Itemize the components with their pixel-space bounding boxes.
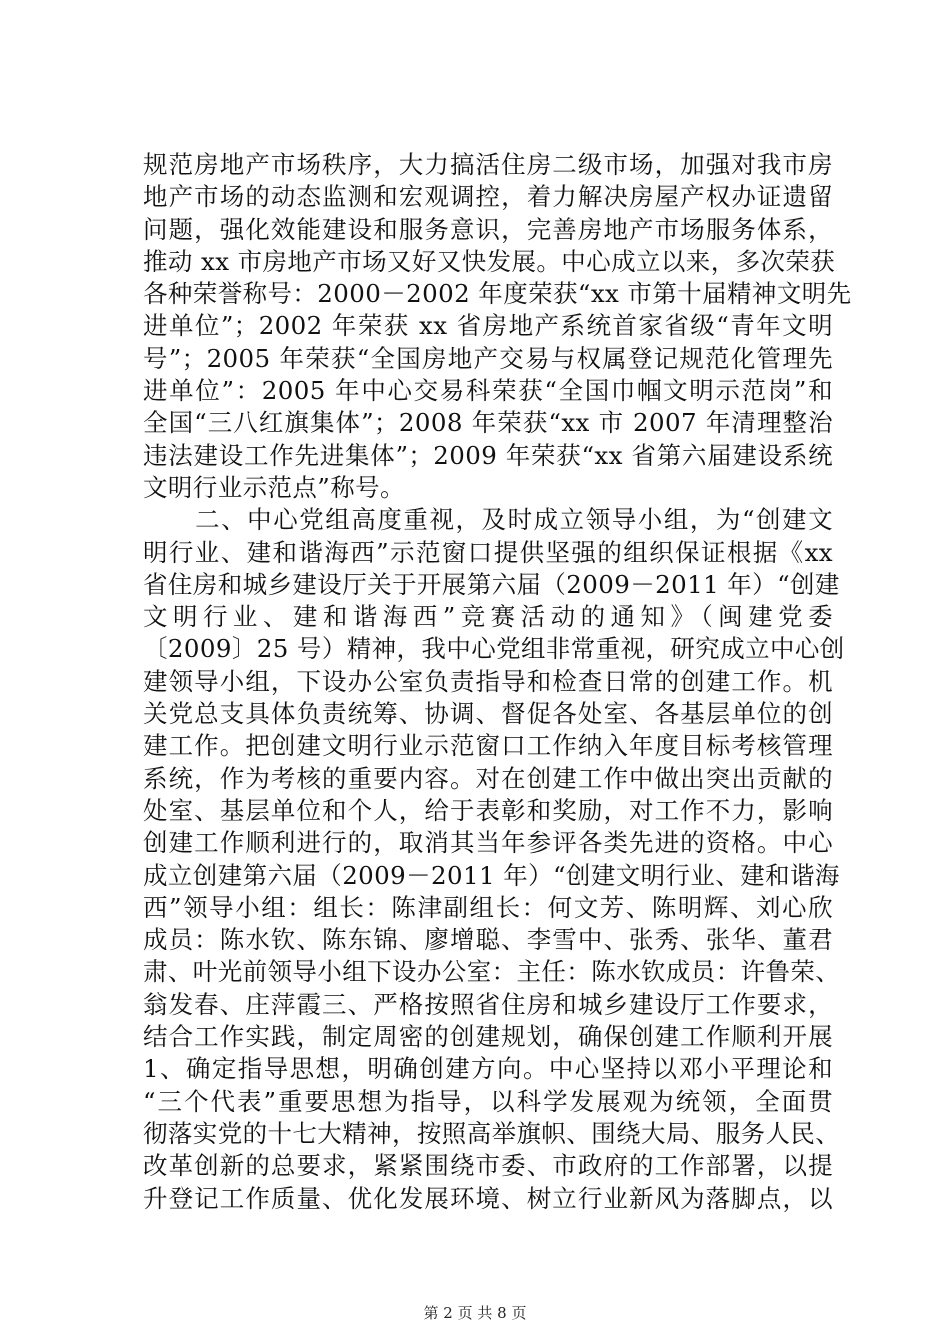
body-text [143,149,852,1215]
text-line: 肃、叶光前领导小组下设办公室：主任：陈水钦成员：许鲁荣、 [143,957,841,987]
text-line: 号”；2005 年荣获“全国房地产交易与权属登记规范化管理先 [143,343,833,373]
text-line: 违法建设工作先进集体”；2009 年荣获“xx 省第六届建设系统 [143,440,833,470]
text-line: 省住房和城乡建设厅关于开展第六届（2009－2011 年）“创建 [143,569,840,599]
text-line: 地产市场的动态监测和宏观调控，着力解决房屋产权办证遗留 [143,182,833,212]
text-line: 建领导小组，下设办公室负责指导和检查日常的创建工作。机 [143,666,833,696]
text-line: 成员：陈水钦、陈东锦、廖增聪、李雪中、张秀、张华、董君 [143,925,833,955]
text-line: 推动 xx 市房地产市场又好又快发展。中心成立以来，多次荣获 [143,246,836,276]
text-line: 进单位”；2002 年荣获 xx 省房地产系统首家省级“青年文明 [143,311,833,341]
text-line: 系统，作为考核的重要内容。对在创建工作中做出突出贡献的 [143,763,833,793]
text-line: 进单位”：2005 年中心交易科荣获“全国巾帼文明示范岗”和 [143,376,833,406]
text-line: 文明行业示范点”称号。 [143,472,405,502]
text-line: 关党总支具体负责统筹、协调、督促各处室、各基层单位的创 [143,699,833,729]
text-line: 翁发春、庄萍霞三、严格按照省住房和城乡建设厅工作要求， [143,989,833,1019]
text-line: 建工作。把创建文明行业示范窗口工作纳入年度目标考核管理 [143,731,833,761]
text-line: 〔2009〕25 号）精神，我中心党组非常重视，研究成立中心创 [143,634,845,664]
text-line: 处室、基层单位和个人，给于表彰和奖励，对工作不力，影响 [143,795,833,825]
text-line: 创建工作顺利进行的，取消其当年参评各类先进的资格。中心 [143,828,833,858]
text-line: 文明行业、建和谐海西”竞赛活动的通知》（闽建党委 [143,602,833,632]
text-line: 成立创建第六届（2009－2011 年）“创建文明行业、建和谐海 [143,860,840,890]
text-line: 问题，强化效能建设和服务意识，完善房地产市场服务体系， [143,214,833,244]
text-line: 各种荣誉称号：2000－2002 年度荣获“xx 市第十届精神文明先 [143,279,852,309]
text-line: 规范房地产市场秩序，大力搞活住房二级市场，加强对我市房 [143,150,833,179]
text-line: 升登记工作质量、优化发展环境、树立行业新风为落脚点，以 [143,1183,833,1213]
text-line: 明行业、建和谐海西”示范窗口提供坚强的组织保证根据《xx [143,537,833,567]
text-line: “三个代表”重要思想为指导，以科学发展观为统领，全面贯 [143,1086,833,1116]
text-line: 二、中心党组高度重视，及时成立领导小组，为“创建文 [143,505,833,535]
text-line: 彻落实党的十七大精神，按照高举旗帜、围绕大局、服务人民、 [143,1118,841,1148]
text-line: 改革创新的总要求，紧紧围绕市委、市政府的工作部署，以提 [143,1151,833,1181]
page-footer: 第 2 页 共 8 页 [423,1304,527,1322]
text-line: 1、确定指导思想，明确创建方向。中心坚持以邓小平理论和 [143,1054,833,1084]
text-line: 全国“三八红旗集体”；2008 年荣获“xx 市 2007 年清理整治 [143,408,833,438]
text-line: 结合工作实践，制定周密的创建规划，确保创建工作顺利开展 [143,1022,833,1052]
text-line: 西”领导小组：组长：陈津副组长：何文芳、陈明辉、刘心欣 [143,892,833,922]
